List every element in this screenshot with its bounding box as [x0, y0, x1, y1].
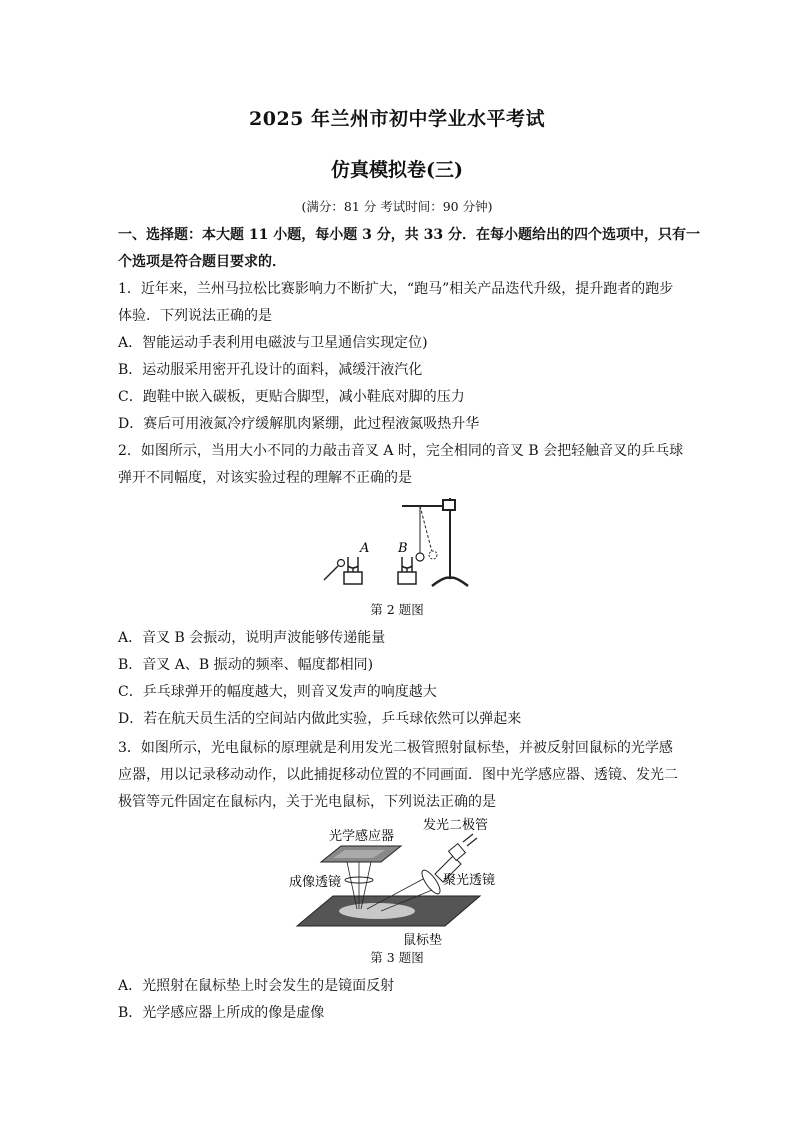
label-imaging-lens: 成像透镜 — [289, 875, 342, 890]
q2-figure-caption: 第 2 题图 — [370, 602, 424, 617]
label-optical-sensor: 光学感应器 — [329, 829, 395, 844]
tuning-fork-a — [344, 557, 362, 584]
label-led: 发光二极管 — [423, 818, 489, 833]
q1-option-d: D．赛后可用液氮冷疗缓解肌肉紧绷，此过程液氮吸热升华 — [118, 416, 480, 432]
ping-pong-ball-swung — [429, 551, 437, 559]
q2-stem-line1: 2．如图所示，当用大小不同的力敲击音叉 A 时，完全相同的音叉 B 会把轻触音叉的乒乓球 — [118, 443, 684, 459]
exam-subtitle: 仿真模拟卷(三) — [331, 159, 463, 181]
q3-figure-optical-mouse — [285, 816, 515, 948]
q3-stem-line3: 极管等元件固定在鼠标内，关于光电鼠标，下列说法正确的是 — [118, 794, 496, 810]
q2-figure-tuning-forks — [320, 494, 470, 590]
q3-option-b: B．光学感应器上所成的像是虚像 — [118, 1005, 325, 1021]
q2-option-d: D．若在航天员生活的空间站内做此实验，乒乓球依然可以弹起来 — [118, 711, 522, 727]
mallet-head — [338, 560, 345, 567]
label-mouse-pad: 鼠标垫 — [403, 933, 443, 948]
fork-b-label: B — [398, 541, 408, 556]
light-spot — [339, 903, 415, 919]
q1-option-b: B．运动服采用密开孔设计的面料，减缓汗液汽化 — [118, 362, 423, 378]
section-instructions-line1: 一、选择题：本大题 11 小题，每小题 3 分，共 33 分．在每小题给出的四个选项中，只有一 — [118, 227, 700, 243]
q2-stem-line2: 弹开不同幅度，对该实验过程的理解不正确的是 — [118, 470, 412, 486]
string-swung — [420, 506, 432, 552]
exam-title: 2025 年兰州市初中学业水平考试 — [249, 108, 545, 130]
q1-stem-line2: 体验．下列说法正确的是 — [118, 308, 272, 324]
q1-option-a: A．智能运动手表利用电磁波与卫星通信实现定位) — [118, 335, 428, 351]
q3-stem-line2: 应器，用以记录移动动作，以此捕捉移动位置的不同画面．图中光学感应器、透镜、发光二 — [118, 767, 678, 783]
section-instructions-line2: 个选项是符合题目要求的． — [118, 254, 286, 270]
tuning-fork-b — [398, 557, 416, 584]
q3-option-a: A．光照射在鼠标垫上时会发生的是镜面反射 — [118, 978, 395, 994]
q2-option-a: A．音叉 B 会振动，说明声波能够传递能量 — [118, 630, 386, 646]
mallet-handle — [324, 566, 338, 580]
q2-option-b: B．音叉 A、B 振动的频率、幅度都相同) — [118, 657, 374, 673]
q3-stem-line1: 3．如图所示，光电鼠标的原理就是利用发光二极管照射鼠标垫，并被反射回鼠标的光学感 — [118, 740, 673, 756]
q2-option-c: C．乒乓球弹开的幅度越大，则音叉发声的响度越大 — [118, 684, 437, 700]
q1-stem-line1: 1．近年来，兰州马拉松比赛影响力不断扩大，“跑马”相关产品迭代升级，提升跑者的跑步 — [118, 281, 674, 297]
q3-figure-caption: 第 3 题图 — [370, 950, 424, 965]
exam-meta: (满分：81 分 考试时间：90 分钟) — [301, 199, 493, 214]
label-condenser-lens: 聚光透镜 — [443, 873, 496, 888]
ping-pong-ball — [416, 553, 424, 561]
fork-a-label: A — [360, 541, 370, 556]
q1-option-c: C．跑鞋中嵌入碳板，更贴合脚型，减小鞋底对脚的压力 — [118, 389, 465, 405]
